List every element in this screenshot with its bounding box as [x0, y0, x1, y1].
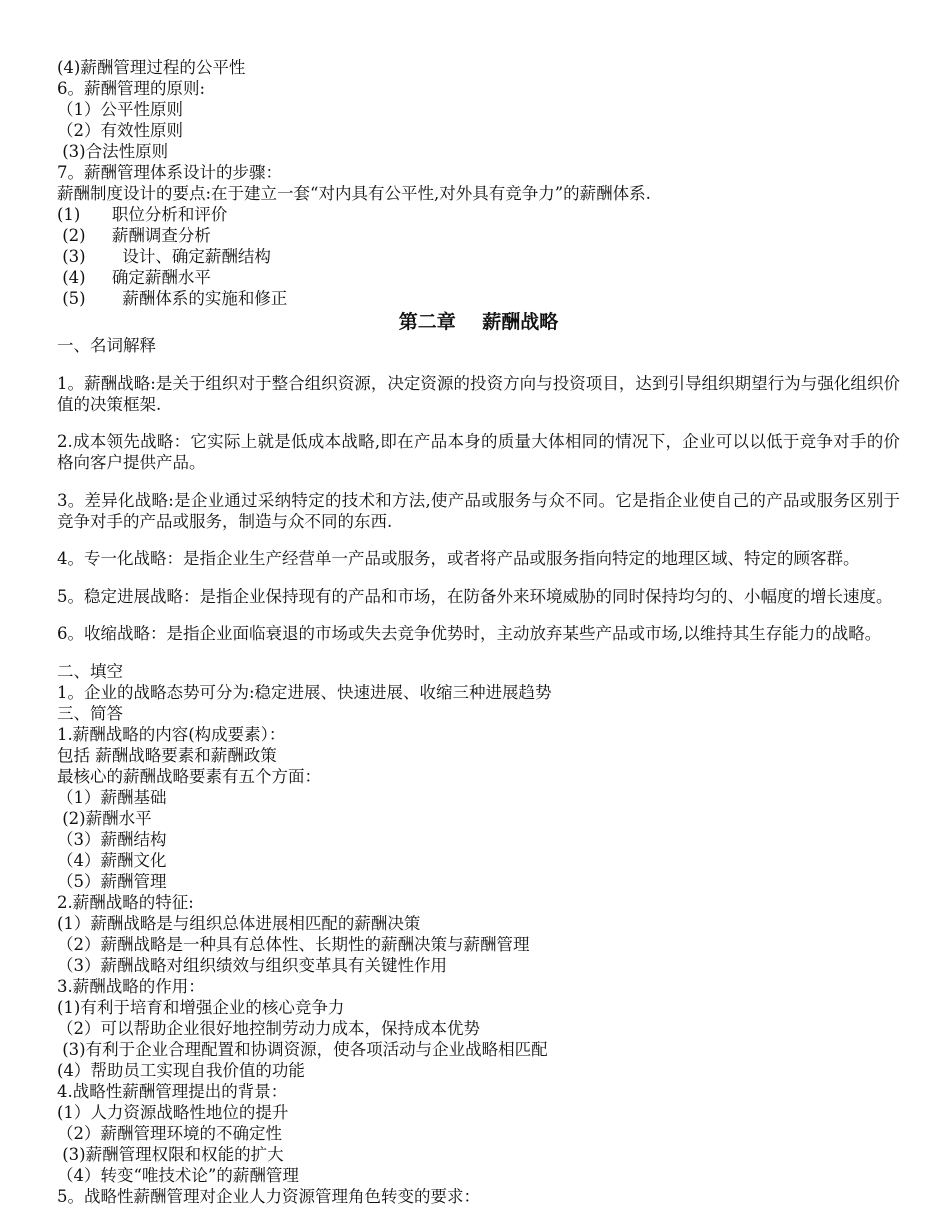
- text-line: (5) 薪酬体系的实施和修正: [57, 289, 288, 308]
- text-line: （4）转变“唯技术论”的薪酬管理: [57, 1165, 299, 1185]
- text-line: 3.薪酬战略的作用：: [57, 976, 205, 996]
- text-line: (1）薪酬战略是与组织总体进展相匹配的薪酬决策: [57, 913, 421, 933]
- section-heading: 二、填空: [57, 661, 123, 681]
- text-line: （2）薪酬战略是一种具有总体性、长期性的薪酬决策与薪酬管理: [57, 934, 530, 954]
- definition-paragraph: 5。稳定进展战略：是指企业保持现有的产品和市场，在防备外来环境威胁的同时保持均匀的、小幅度的增长速度。: [57, 586, 893, 606]
- text-line: （1）薪酬基础: [57, 787, 167, 807]
- text-line: (3)合法性原则: [57, 142, 169, 161]
- text-line: 最核心的薪酬战略要素有五个方面：: [57, 766, 321, 786]
- section-heading: 一、名词解释: [57, 336, 156, 355]
- text-line: （1）公平性原则: [57, 100, 183, 119]
- text-line: 包括 薪酬战略要素和薪酬政策: [57, 745, 277, 765]
- text-line: （3）薪酬结构: [57, 829, 167, 849]
- text-line: (2) 薪酬调查分析: [57, 226, 211, 245]
- text-line: (1) 职位分析和评价: [57, 205, 228, 224]
- text-line: （4）薪酬文化: [57, 850, 167, 870]
- text-line: 2.薪酬战略的特征:: [57, 892, 194, 912]
- text-line: 1.薪酬战略的内容(构成要素）：: [57, 724, 286, 744]
- text-line: 4.战略性薪酬管理提出的背景：: [57, 1081, 288, 1101]
- text-line: (2)薪酬水平: [57, 808, 152, 828]
- definition-paragraph: 4。专一化战略：是指企业生产经营单一产品或服务，或者将产品或服务指向特定的地理区域、特定的顾客群。: [57, 549, 860, 568]
- text-line: (4）帮助员工实现自我价值的功能: [57, 1060, 305, 1080]
- text-line: (3) 设计、确定薪酬结构: [57, 247, 271, 266]
- definition-paragraph: 6。收缩战略：是指企业面临衰退的市场或失去竞争优势时，主动放弃某些产品或市场,以维持其生存能力的战略。: [57, 624, 882, 643]
- text-line: (4)薪酬管理过程的公平性: [57, 58, 246, 77]
- section-heading: 三、简答: [57, 703, 123, 723]
- text-line: （2）有效性原则: [57, 121, 183, 140]
- text-line: （2）可以帮助企业很好地控制劳动力成本，保持成本优势: [57, 1018, 480, 1038]
- definition-paragraph: 2.成本领先战略：它实际上就是低成本战略,即在产品本身的质量大体相同的情况下，企业可以以低于竞争对手的价格向客户提供产品。: [57, 432, 900, 472]
- text-line: (3)有利于企业合理配置和协调资源，使各项活动与企业战略相匹配: [57, 1039, 548, 1059]
- text-line: (4) 确定薪酬水平: [57, 268, 211, 287]
- text-line: (1)有利于培育和增强企业的核心竞争力: [57, 997, 345, 1017]
- text-line: （5）薪酬管理: [57, 871, 167, 891]
- text-line: (3)薪酬管理权限和权能的扩大: [57, 1144, 284, 1164]
- chapter-title: 第二章 薪酬战略: [398, 311, 559, 333]
- definition-paragraph: 3。差异化战略:是企业通过采纳特定的技术和方法,使产品或服务与众不同。它是指企业使自己的产品或服务区别于竞争对手的产品或服务，制造与众不同的东西.: [57, 490, 900, 531]
- text-line: 薪酬制度设计的要点:在于建立一套“对内具有公平性,对外具有竞争力”的薪酬体系.: [57, 184, 651, 203]
- text-line: 6。薪酬管理的原则:: [57, 79, 206, 98]
- text-line: （3）薪酬战略对组织绩效与组织变革具有关键性作用: [57, 955, 447, 975]
- text-line: (1）人力资源战略性地位的提升: [57, 1102, 289, 1122]
- text-line: 5。战略性薪酬管理对企业人力资源管理角色转变的要求：: [57, 1186, 480, 1206]
- definition-paragraph: 1。薪酬战略:是关于组织对于整合组织资源，决定资源的投资方向与投资项目，达到引导组织期望行为与强化组织价值的决策框架.: [57, 373, 900, 414]
- text-line: （2）薪酬管理环境的不确定性: [57, 1123, 282, 1143]
- text-line: 7。薪酬管理体系设计的步骤：: [57, 163, 282, 182]
- text-line: 1。企业的战略态势可分为:稳定进展、快速进展、收缩三种进展趋势: [57, 682, 552, 702]
